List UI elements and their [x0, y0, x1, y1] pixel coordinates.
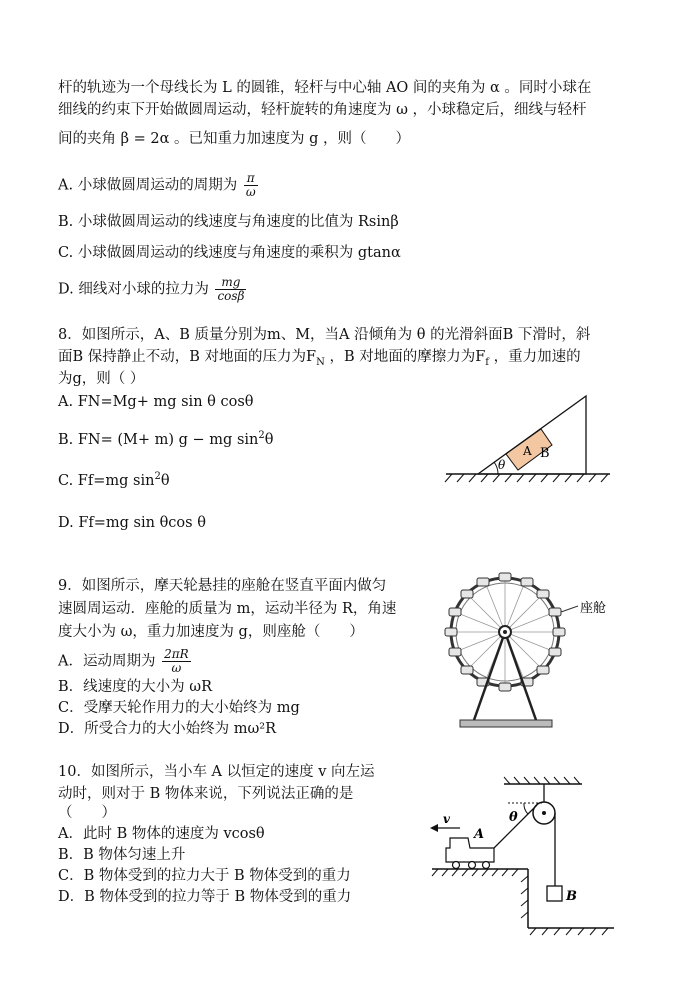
- q9-cabin-label: 座舱: [580, 601, 607, 616]
- q9-stem-line3: 度大小为 ω，重力加速度为 g，则座舱（ ）: [58, 624, 364, 640]
- q9-option-a-denominator: ω: [171, 661, 182, 675]
- q7-stem-line2: 细线的约束下开始做圆周运动，轻杆旋转的角速度为 ω ，小球稳定后，细线与轻杆: [58, 102, 587, 118]
- q8-stem-line1: 8．如图所示，A、B 质量分别为m、M，当A 沿倾角为 θ 的光滑斜面B 下滑时，斜: [58, 327, 591, 343]
- q8-option-c: [58, 467, 170, 491]
- q8-label-b: B: [540, 446, 550, 461]
- q7-stem-line3: 间的夹角 β = 2α 。已知重力加速度为 g ，则（ ）: [58, 131, 410, 147]
- q8-option-c-sup: 2: [154, 471, 161, 482]
- q7-option-d: [58, 276, 246, 303]
- q8-stem-sub-f: f: [485, 356, 489, 368]
- q9-option-c: C．受摩天轮作用力的大小始终为 mg: [58, 700, 300, 716]
- q8-stem-line3: 为g，则（ ）: [58, 371, 145, 387]
- q9-option-a-numerator: 2πR: [164, 647, 189, 661]
- q9-option-a: [58, 648, 191, 675]
- q8-incline-figure: [440, 388, 620, 488]
- q8-label-a: A: [523, 444, 532, 458]
- q10-label-theta: θ: [509, 810, 518, 825]
- q9-option-a-text: A．运动周期为: [58, 653, 156, 670]
- q8-option-d: D. Ff=mg sin θcos θ: [58, 515, 206, 531]
- q10-stem-line1: 10．如图所示，当小车 A 以恒定的速度 v 向左运: [58, 764, 375, 780]
- q10-stem-line2: 动时，则对于 B 物体来说，下列说法正确的是: [58, 786, 354, 802]
- q9-base: [460, 720, 552, 727]
- q9-option-b: B．线速度的大小为 ωR: [58, 679, 213, 695]
- q9-ferris-wheel-figure: [438, 572, 628, 742]
- q7-option-a-denominator: ω: [245, 185, 256, 199]
- q10-block-b: [547, 886, 562, 901]
- q9-option-d: D．所受合力的大小始终为 mω²R: [58, 721, 277, 737]
- q10-option-d: D．B 物体受到的拉力等于 B 物体受到的重力: [58, 889, 352, 905]
- q8-option-b-sup: 2: [258, 430, 265, 441]
- q9-option-a-fraction: [162, 648, 191, 675]
- q9-cabin-leader: [561, 606, 578, 612]
- q10-option-c: C．B 物体受到的拉力大于 B 物体受到的重力: [58, 868, 351, 884]
- q7-option-a: [58, 172, 258, 199]
- q7-option-d-text: D. 细线对小球的拉力为: [58, 281, 209, 298]
- q8-option-c-pre: C. Ff=mg sin: [58, 472, 155, 489]
- q10-car-a: [446, 838, 494, 869]
- q8-option-c-post: θ: [160, 472, 170, 489]
- q7-option-b: B. 小球做圆周运动的线速度与角速度的比值为 Rsinβ: [58, 214, 399, 230]
- q7-stem-line1: 杆的轨迹为一个母线长为 L 的圆锥，轻杆与中心轴 AO 间的夹角为 α 。同时小球在: [58, 80, 592, 96]
- q10-label-v: v: [443, 812, 450, 826]
- q7-option-d-denominator: cosβ: [217, 289, 245, 303]
- q10-pulley-figure: [424, 776, 624, 936]
- q10-stem-line3: （ ）: [58, 805, 116, 821]
- q8-stem-sub-n: N: [316, 356, 325, 368]
- q9-stem-line1: 9．如图所示，摩天轮悬挂的座舱在竖直平面内做匀: [58, 578, 387, 594]
- q8-option-a: A. FN=Mg+ mg sin θ cosθ: [58, 394, 254, 410]
- q10-label-car: A: [474, 827, 485, 842]
- q8-stem-part3: ，重力加速的: [493, 349, 581, 365]
- q10-option-a: A．此时 B 物体的速度为 vcosθ: [58, 826, 265, 842]
- q7-option-d-numerator: mg: [215, 276, 246, 290]
- q8-option-b-pre: B. FN= (M+ m) g − mg sin: [58, 431, 259, 448]
- q10-option-b: B．B 物体匀速上升: [58, 847, 186, 863]
- q7-option-a-numerator: π: [244, 172, 258, 186]
- q7-option-a-fraction: [244, 172, 258, 199]
- q7-option-d-fraction: [215, 276, 246, 303]
- q7-option-a-text: A. 小球做圆周运动的周期为: [58, 177, 238, 194]
- q10-label-b: B: [566, 889, 577, 904]
- q7-option-c: C. 小球做圆周运动的线速度与角速度的乘积为 gtanα: [58, 245, 401, 261]
- q8-option-b-post: θ: [264, 431, 274, 448]
- q8-stem-part2: ，B 对地面的摩擦力为F: [329, 349, 486, 365]
- q9-stem-line2: 速圆周运动．座舱的质量为 m，运动半径为 R，角速: [58, 601, 397, 617]
- q8-option-b: [58, 426, 273, 450]
- q8-stem-part1: 面B 保持静止不动，B 对地面的压力为F: [58, 349, 317, 365]
- q8-label-theta: θ: [498, 458, 506, 472]
- q10-angle-arc: [524, 803, 528, 814]
